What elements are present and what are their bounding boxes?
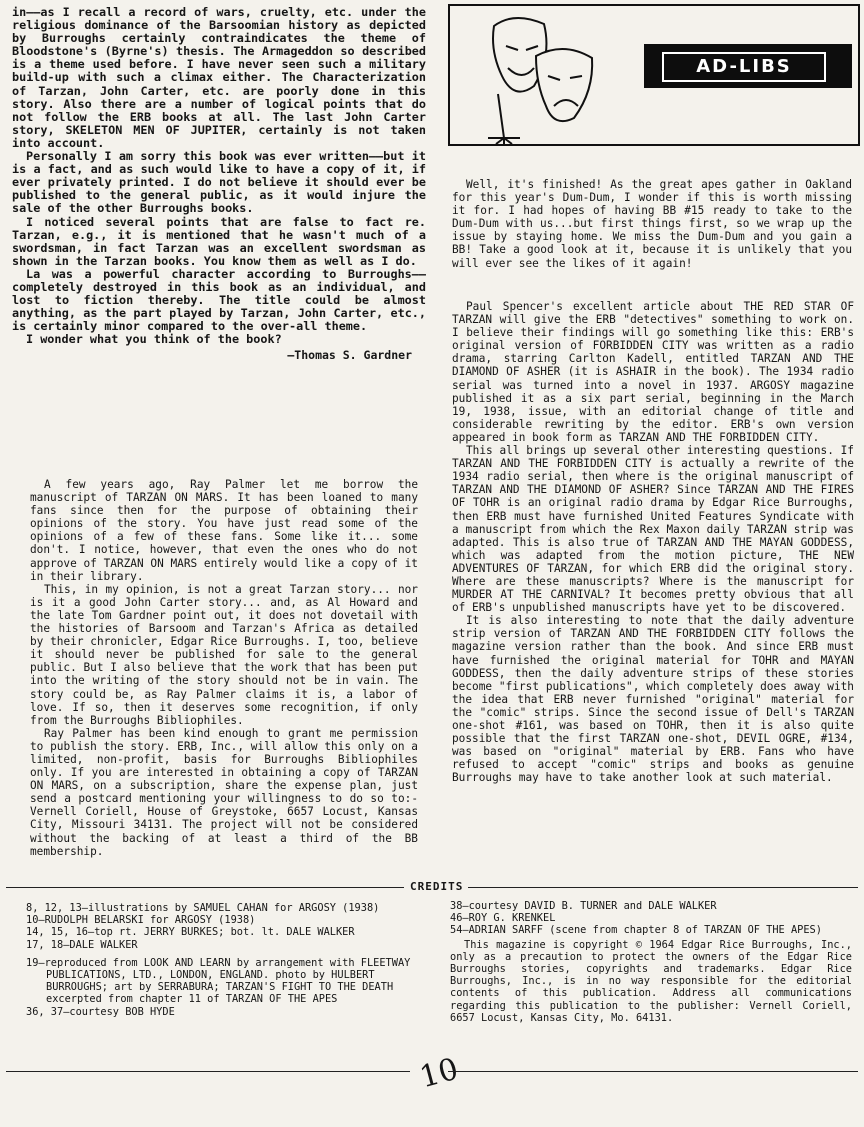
credits-title: CREDITS — [410, 880, 464, 893]
letter-paragraph: La was a powerful character according to Burroughs——completely destroyed in this book as an individual, and lost to fiction thereby. The title could be almost anything, as the part played by Tarzan, John Carter, etc., is certainly minor compared to the over-all theme. — [12, 266, 426, 334]
ad-libs-intro — [452, 178, 852, 270]
credits-left — [26, 902, 416, 1018]
credit-item: 17, 18—DALE WALKER — [26, 938, 138, 951]
letter-paragraph: I noticed several points that are false to fact re. Tarzan, e.g., it is mentioned that he wasn't much of a swordsman, in fact Tarzan was an excellent swordsman as shown in the Tarzan books. You know them as well as I do. — [12, 214, 426, 268]
copyright-notice: This magazine is copyright © 1964 Edgar Rice Burroughs, Inc., only as a precaution to protect the owners of the Edgar Rice Burroughs stories, copyrights and trademarks. Edgar Rice Burroughs, Inc., is in no way responsible for the editorial contents of this publication. Address all communications regarding this publication to the publisher: Vernell Coriell, 6657 Locust, Kansas City, Mo. 64131. — [450, 938, 852, 1024]
credits-header — [0, 880, 864, 894]
credit-item: 46—ROY G. KRENKEL — [450, 912, 556, 925]
credit-item: 38—courtesy DAVID B. TURNER and DALE WALKER — [450, 900, 717, 912]
ad-libs-header — [444, 0, 864, 152]
letter-paragraph: in——as I recall a record of wars, cruelty, etc. under the religious dominance of the Barsoomian history as depicted by Burroughs certainly contraindicates the theme of Bloodstone's (Byrne's) thesis. The Armageddon so described is a theme used before. I have never seen such a military build-up with such a climax either. The Characterization of Tarzan, John Carter, etc. are poorly done in this story. Also there are a number of logical points that do not follow the ERB books at all. The last John Carter story, SKELETON MEN OF JUPITER, certainly is not taken into account. — [12, 5, 426, 150]
credit-item: 8, 12, 13—illustrations by SAMUEL CAHAN for ARGOSY (1938) — [26, 902, 380, 914]
note-paragraph: This, in my opinion, is not a great Tarzan story... nor is it a good John Carter story... and, as Al Howard and the late Tom Gardner point out, it does not dovetail with the histories of Barsoom and Tarzan's Africa as detailed by their chronicler, Edgar Rice Burroughs. I, too, believe it should never be published for sale to the general public. But I also believe that the work that has been put into the writing of the story should not be in vain. The story could be, as Ray Palmer claims it is, a labor of love. If so, then it deserves some recognition, if only from the Burroughs Bibliophiles. — [30, 582, 418, 727]
theatre-masks-icon — [474, 6, 624, 146]
body-paragraph: It is also interesting to note that the daily adventure strip version of TARZAN AND THE FORBIDDEN CITY follows the magazine version rather than the book. And since ERB must have furnished the original material for TOHR and MAYAN GODDESS, then the daily adventure strips of these stories become "first publications", which completely does away with the idea that ERB never furnished "original" material for the "comic" strips. Since the second issue of Dell's TARZAN one-shot #161, was based on TOHR, then it is also quite possible that the first TARZAN one-shot, DEVIL OGRE, #134, was based on "original" material by ERB. Fans who have refused to accept "comic" strips and books as genuine Burroughs may have to take another look at such material. — [452, 614, 854, 785]
divider — [448, 1071, 858, 1072]
ad-libs-body — [452, 300, 854, 784]
letter-paragraph: I wonder what you think of the book? — [26, 332, 282, 347]
section-title: AD-LIBS — [662, 52, 826, 82]
divider — [468, 887, 858, 888]
divider — [6, 887, 404, 888]
credit-item: 36, 37—courtesy BOB HYDE — [26, 1005, 175, 1018]
page-number: 10 — [416, 1051, 463, 1096]
body-paragraph: This all brings up several other interesting questions. If TARZAN AND THE FORBIDDEN CITY is actually a rewrite of the 1934 radio serial, then where is the original manuscript of TARZAN AND THE DIAMOND OF ASHER? Since TARZAN AND THE FIRES OF TOHR is an original radio drama by Edgar Rice Burroughs, then ERB must have furnished United Features Syndicate with a manuscript from which the Rex Maxon daily TARZAN strip was adapted. This is also true of TARZAN AND THE MAYAN GODDESS, which was adapted from the motion picture, THE NEW ADVENTURES OF TARZAN, for which ERB did the original story. Where are these manuscripts? Where is the manuscript for MURDER AT THE CARNIVAL? It becomes pretty obvious that all of ERB's unpublished manuscripts have yet to be discovered. — [452, 444, 854, 615]
letter-paragraph: Personally I am sorry this book was ever written——but it is a fact, and as such would like to have a copy of it, if ever privately printed. I do not believe it should ever be published to the general public, as it would injure the sale of the other Burroughs books. — [12, 149, 426, 216]
credits-right — [450, 900, 852, 1024]
credit-item: 10—RUDOLPH BELARSKI for ARGOSY (1938) — [26, 914, 256, 927]
gardner-letter — [12, 6, 426, 362]
credit-item: 19—reproduced from LOOK AND LEARN by arrangement with FLEETWAY PUBLICATIONS, LTD., LONDON, ENGLAND. photo by HULBERT BURROUGHS; art by SERRABURA; TARZAN'S FIGHT TO THE DEATH excerpted from chapter 11 of TARZAN OF THE APES — [26, 956, 411, 1006]
intro-paragraph: Well, it's finished! As the great apes gather in Oakland for this year's Dum-Dum, I wonder if this is worth missing it for. I had hopes of having BB #15 ready to take to the Dum-Dum with us...but first things first, so we wrap up the issue by staying home. We miss the Dum-Dum and you gain a BB! Take a good look at it, because it is unlikely that you will ever see the likes of it again! — [452, 178, 852, 270]
credit-item: 14, 15, 16—top rt. JERRY BURKES; bot. lt. DALE WALKER — [26, 926, 355, 939]
divider — [6, 1071, 410, 1072]
editor-note — [30, 478, 418, 858]
credit-item: 54—ADRIAN SARFF (scene from chapter 8 of TARZAN OF THE APES) — [450, 924, 822, 937]
letter-signature: —Thomas S. Gardner — [287, 348, 412, 363]
note-paragraph: A few years ago, Ray Palmer let me borrow the manuscript of TARZAN ON MARS. It has been loaned to many fans since then for the purpose of obtaining their opinions of the story. You have just read some of the opinions of a few of these fans. Some like it... some don't. I notice, however, that even the ones who do not approve of TARZAN ON MARS entirely would like a copy of it in their library. — [30, 478, 418, 583]
body-paragraph: Paul Spencer's excellent article about THE RED STAR OF TARZAN will give the ERB "detectives" something to work on. I believe their findings will go something like this: ERB's original version of FORBIDDEN CITY was written as a radio drama, starring Carlton Kadell, entitled TARZAN AND THE DIAMOND OF ASHER (it is ASHAIR in the book). The 1934 radio serial was turned into a novel in 1937. ARGOSY magazine published it as a six part serial, beginning in the March 19, 1938, issue, with an editorial change of title and considerable rewriting by the editor. ERB's own version appeared in book form as TARZAN AND THE FORBIDDEN CITY. — [452, 300, 854, 444]
note-paragraph: Ray Palmer has been kind enough to grant me permission to publish the story. ERB, Inc., will allow this only on a limited, non-profit, basis for Burroughs Bibliophiles only. If you are interested in obtaining a copy of TARZAN ON MARS, on a subscription, share the expense plan, just send a postcard mentioning your willingness to do so to:- Vernell Coriell, House of Greystoke, 6657 Locust, Kansas City, Missouri 34131. The project will not be considered without the backing of at least a third of the BB membership. — [30, 726, 418, 858]
